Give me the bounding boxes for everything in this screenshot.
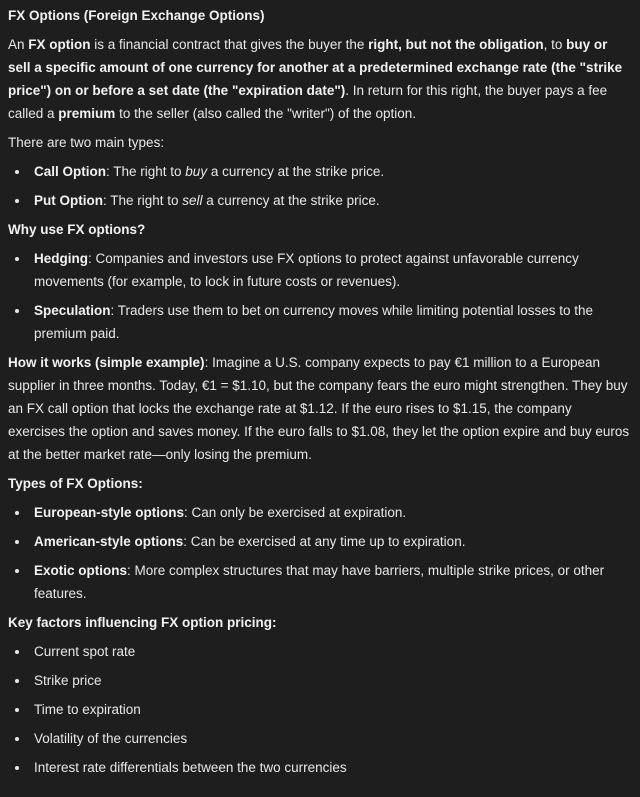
types-heading: Types of FX Options: [8, 476, 143, 491]
call-option-text-post: a currency at the strike price. [207, 164, 385, 179]
list-item-factor: Strike price [8, 669, 632, 692]
intro-text-5: to the seller (also called the "writer") of the option. [115, 106, 417, 121]
how-it-works-label: How it works (simple example) [8, 355, 205, 370]
how-it-works-text: : Imagine a U.S. company expects to pay €1 million to a European supplier in three months. Today, €1 = $1.10, but the company fears the euro might strengthen. They buy an FX call option that locks the exchange rate at $1.12. If the euro rises to $1.15, the company exercises the option and saves money. If the euro falls to $1.08, they let the option expire and buy euros at the better market rate—only losing the premium. [8, 355, 630, 462]
list-item-american [8, 530, 632, 553]
put-option-text-post: a currency at the strike price. [202, 193, 380, 208]
intro-text-4: . In return for this right, the buyer pays a fee called a [8, 83, 608, 121]
put-option-label: Put Option [34, 193, 103, 208]
types-intro: There are two main types: [8, 135, 165, 150]
hedging-text: : Companies and investors use FX options to protect against unfavorable currency movements (for example, to lock in future costs or revenues). [34, 251, 579, 289]
european-label: European-style options [34, 505, 185, 520]
list-item-put-option [8, 189, 632, 212]
american-text: : Can be exercised at any time up to expiration. [183, 534, 466, 549]
list-item-factor: Time to expiration [8, 698, 632, 721]
hedging-label: Hedging [34, 251, 88, 266]
exotic-text: : More complex structures that may have barriers, multiple strike prices, or other features. [34, 563, 605, 601]
main-types-list [8, 160, 632, 212]
intro-paragraph [8, 33, 632, 125]
list-item-exotic [8, 559, 632, 605]
list-item-speculation [8, 299, 632, 345]
intro-bold-definition: buy or sell a specific amount of one currency for another at a predetermined exchange rate (the "strike price") on or before a set date (the "expiration date") [8, 37, 623, 98]
factors-heading: Key factors influencing FX option pricing: [8, 615, 277, 630]
factors-list [8, 640, 632, 779]
intro-bold-fx-option: FX option [28, 37, 91, 52]
list-item-hedging [8, 247, 632, 293]
intro-text-2: is a financial contract that gives the buyer the [90, 37, 369, 52]
option-types-list [8, 501, 632, 605]
intro-bold-premium: premium [58, 106, 116, 121]
document-title: FX Options (Foreign Exchange Options) [8, 8, 265, 23]
list-item-factor: Volatility of the currencies [8, 727, 632, 750]
why-heading: Why use FX options? [8, 222, 146, 237]
put-option-text-pre: : The right to [102, 193, 183, 208]
list-item-factor: Current spot rate [8, 640, 632, 663]
call-option-emphasis: buy [185, 164, 208, 179]
european-text: : Can only be exercised at expiration. [184, 505, 407, 520]
list-item-european [8, 501, 632, 524]
list-item-factor: Interest rate differentials between the two currencies [8, 756, 632, 779]
how-it-works-paragraph [8, 351, 632, 466]
american-label: American-style options [34, 534, 184, 549]
why-list [8, 247, 632, 345]
call-option-label: Call Option [34, 164, 106, 179]
intro-text-1: An [8, 37, 29, 52]
exotic-label: Exotic options [34, 563, 128, 578]
intro-text-3: , to [543, 37, 567, 52]
call-option-text-pre: : The right to [106, 164, 186, 179]
put-option-emphasis: sell [182, 193, 203, 208]
speculation-label: Speculation [34, 303, 111, 318]
intro-bold-right: right, but not the obligation [368, 37, 544, 52]
list-item-call-option [8, 160, 632, 183]
speculation-text: : Traders use them to bet on currency moves while limiting potential losses to the premium paid. [34, 303, 593, 341]
